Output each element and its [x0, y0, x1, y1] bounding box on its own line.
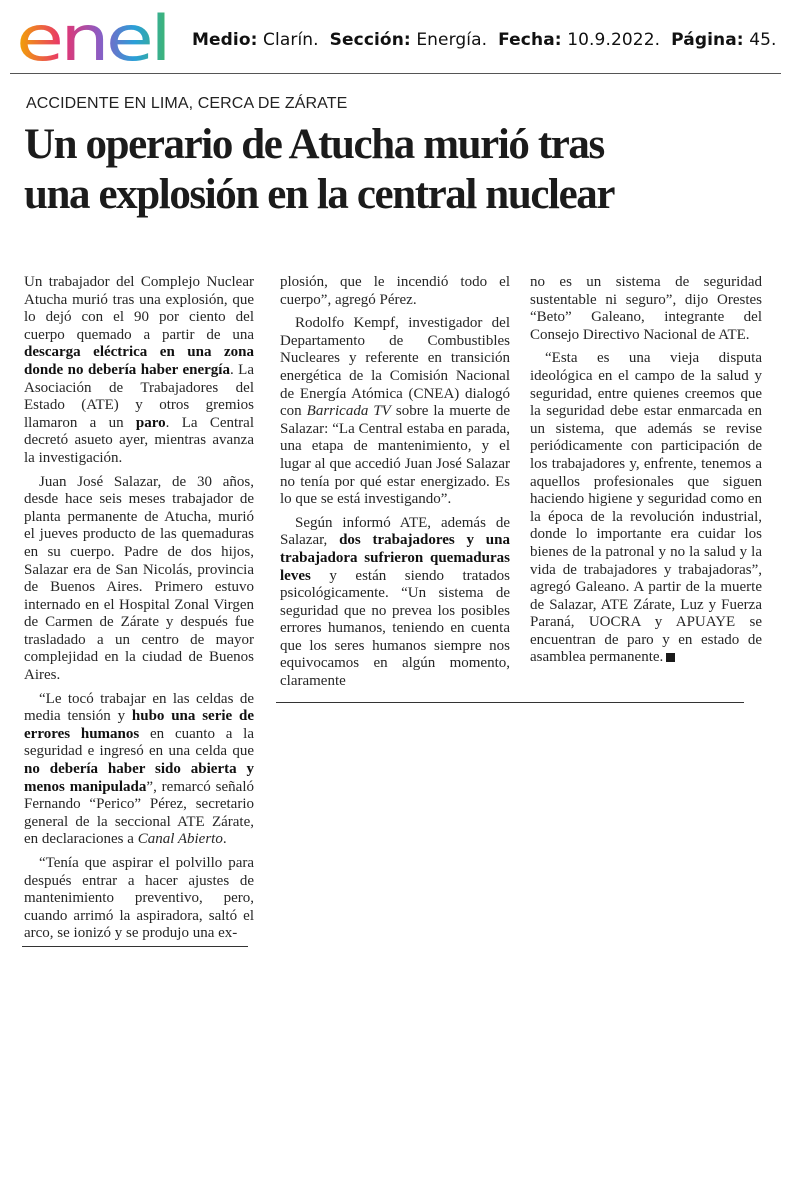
paragraph: “Tenía que aspirar el polvillo para después entrar a hacer ajustes de mantenimiento preventivo, pero, cuando arrimó la aspiradora, saltó el arco, se ionizó y se produjo una ex-	[24, 855, 254, 942]
end-of-article-mark	[666, 653, 675, 662]
article-column-3	[530, 274, 762, 673]
fecha-label: Fecha:	[498, 30, 562, 50]
bold-run: no debería haber sido abierta y menos manipulada	[24, 761, 254, 795]
headline-line-1: Un operario de Atucha murió tras	[24, 121, 604, 168]
pagina-label: Página:	[671, 30, 744, 50]
text-run: . La Central decretó asueto ayer, mientras avanza la investigación.	[24, 414, 254, 466]
text-run: Rodolfo Kempf, investigador del Departamento de Combustibles Nucleares y referente en transición energética de la Comisión Nacional de Energía Atómica (CNEA) dialogó con	[280, 315, 510, 420]
fecha-value: 10.9.2022.	[567, 30, 661, 50]
paragraph	[24, 691, 254, 849]
paragraph	[530, 350, 762, 667]
bold-run: hubo una serie de errores humanos	[24, 708, 254, 742]
text-run: y están siendo tratados psicológicamente. “Un sistema de seguridad que no prevea los posibles errores humanos, teniendo en cuenta que los seres humanos siempre nos equivocamos en algún momento, claramente	[280, 567, 510, 690]
headline-line-2: una explosión en la central nuclear	[24, 171, 615, 218]
column-end-rule	[276, 702, 744, 703]
medio-value: Clarín.	[263, 30, 319, 50]
paragraph: plosión, que le incendió todo el cuerpo”, agregó Pérez.	[280, 274, 510, 308]
text-run: ”, remarcó señaló Fernando “Perico” Pérez, secretario general de la seccional ATE Zárate, en declaraciones a	[24, 778, 254, 848]
paragraph	[280, 515, 510, 691]
bold-run: dos trabajadores y una trabajadora sufrieron quemaduras leves	[280, 532, 510, 584]
pagina-value: 45.	[749, 30, 777, 50]
article-column-2	[280, 274, 510, 697]
text-run: “Le tocó trabajar en las celdas de media tensión y	[24, 690, 254, 725]
italic-run: Canal Abierto	[137, 831, 223, 848]
text-run: Un trabajador del Complejo Nuclear Atucha murió tras una explosión, que lo dejó con el 90 por ciento del cuerpo quemado a partir de una	[24, 274, 254, 343]
header-divider	[10, 73, 781, 74]
text-run: .	[222, 831, 227, 848]
seccion-value: Energía.	[416, 30, 488, 50]
medio-label: Medio:	[192, 30, 258, 50]
svg-text:enel: enel	[16, 8, 168, 66]
source-metadata	[192, 30, 777, 50]
paragraph: Juan José Salazar, de 30 años, desde hace seis meses trabajador de planta permanente de Atucha, murió el jueves producto de las quemaduras en su cuerpo. Padre de dos hijos, Salazar era de San Nicolás, provincia de Buenos Aires. Primero estuvo internado en el Hospital Zonal Virgen de Carmen de Zárate y después fue trasladado a un centro de mayor complejidad en la ciudad de Buenos Aires.	[24, 473, 254, 684]
seccion-label: Sección:	[329, 30, 411, 50]
text-run: “Esta es una vieja disputa ideológica en el campo de la salud y seguridad, entre quienes creemos que la seguridad debe estar enmarcada en un sistema, que además se revise periódicamente con participación de los trabajadores y, enfrente, tenemos a aquellos profesionales que siguen haciendo higiene y seguridad como en la época de la revolución industrial, donde lo importante era cuidar los bienes de la patronal y no la salud y la vida de trabajadores y trabajadoras”, agregó Galeano. A partir de la muerte de Salazar, ATE Zárate, Luz y Fuerza Paraná, UOCRA y APUAYE se encuentran de paro y en estado de asamblea permanente.	[530, 350, 762, 666]
paragraph: no es un sistema de seguridad sustentable ni seguro”, dijo Orestes “Beto” Galeano, integrante del Consejo Directivo Nacional de ATE.	[530, 274, 762, 343]
article-headline	[24, 120, 784, 220]
article-column-1	[24, 274, 254, 949]
enel-logo	[16, 8, 172, 66]
text-run: sobre la muerte de Salazar: “La Central estaba en parada, una etapa de mantenimiento, y el lugar al que accedió Juan José Salazar no tenía por qué estar energizado. Es lo que se está investigando”.	[280, 403, 510, 508]
text-run: . La Asociación de Trabajadores del Estado (ATE) y otros gremios llamaron a un	[24, 361, 254, 431]
bold-run: descarga eléctrica en una zona donde no debería haber energía	[24, 344, 254, 378]
text-run: Según informó ATE, además de Salazar,	[280, 514, 510, 549]
paragraph	[280, 315, 510, 509]
bold-run: paro	[135, 414, 166, 431]
paragraph	[24, 274, 254, 468]
article-kicker: ACCIDENTE EN LIMA, CERCA DE ZÁRATE	[26, 95, 348, 112]
italic-run: Barricada TV	[306, 403, 391, 420]
column-end-rule	[22, 946, 248, 947]
text-run: en cuanto a la seguridad e ingresó en una celda que	[24, 725, 254, 760]
